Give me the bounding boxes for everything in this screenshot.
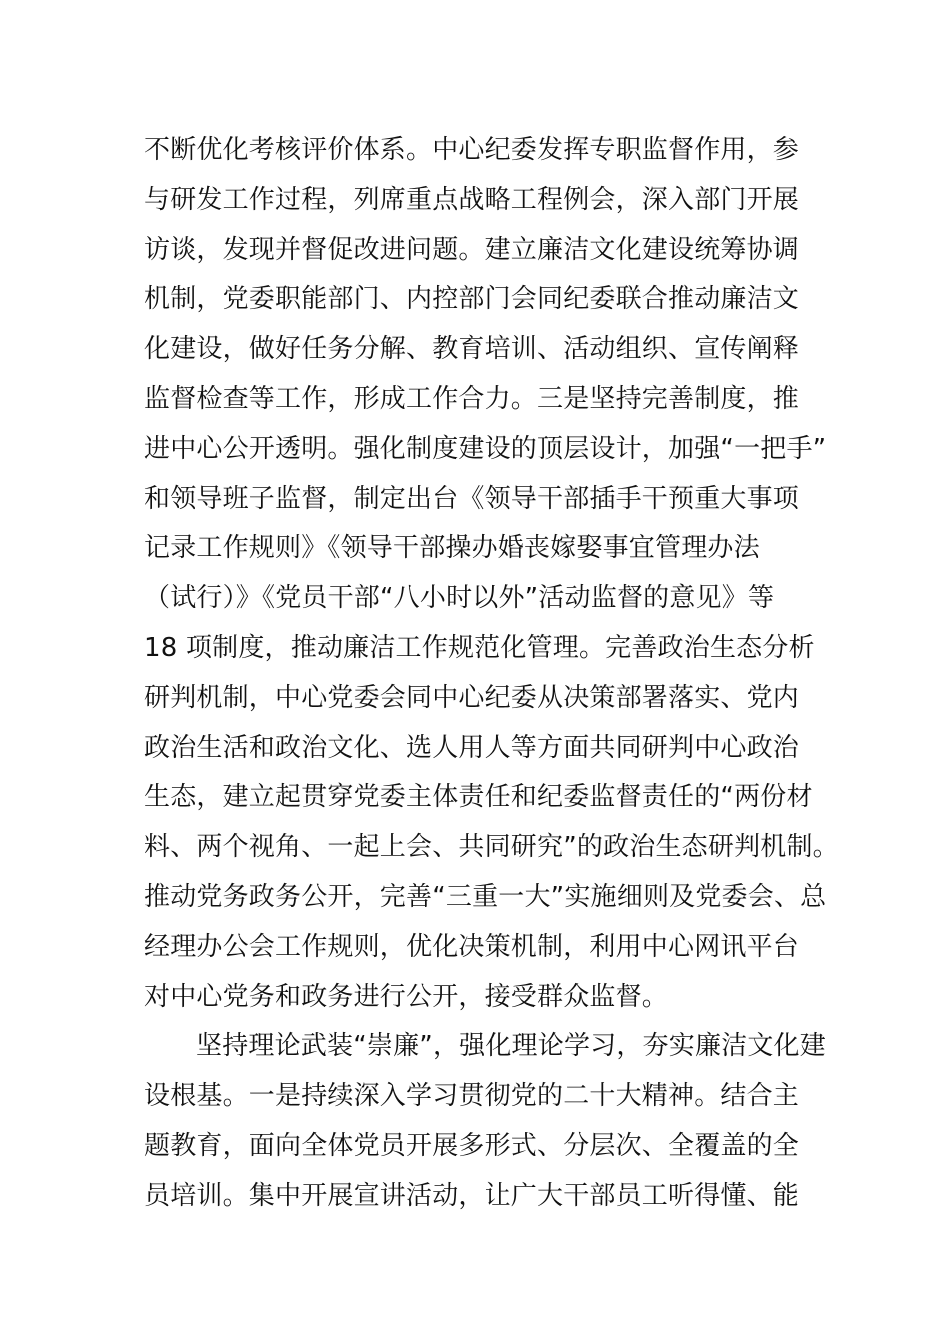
text-line: 推动党务政务公开，完善“三重一大”实施细则及党委会、总	[144, 881, 827, 912]
document-body	[144, 126, 839, 1222]
text-line: 监督检查等工作，形成工作合力。三是坚持完善制度，推	[144, 383, 800, 414]
text-line: （试行）》《党员干部“八小时以外”活动监督的意见》等	[144, 583, 775, 614]
text-line: 设根基。一是持续深入学习贯彻党的二十大精神。结合主	[144, 1081, 800, 1112]
text-line: 化建设，做好任务分解、教育培训、活动组织、宣传阐释	[144, 334, 800, 365]
text-line: 不断优化考核评价体系。中心纪委发挥专职监督作用，参	[144, 135, 800, 165]
text-line: 与研发工作过程，列席重点战略工程例会，深入部门开展	[144, 184, 800, 215]
text-line: 进中心公开透明。强化制度建设的顶层设计，加强“一把手”	[144, 433, 827, 464]
text-line: 料、两个视角、一起上会、共同研究”的政治生态研判机制。	[144, 832, 839, 863]
text-line: 记录工作规则》《领导干部操办婚丧嫁娶事宜管理办法	[144, 533, 760, 564]
text-line: 生态，建立起贯穿党委主体责任和纪委监督责任的“两份材	[144, 782, 813, 813]
text-line: 18 项制度，推动廉洁工作规范化管理。完善政治生态分析	[144, 632, 815, 663]
text-line: 访谈，发现并督促改进问题。建立廉洁文化建设统筹协调	[144, 234, 800, 265]
text-line: 研判机制，中心党委会同中心纪委从决策部署落实、党内	[144, 682, 800, 713]
text-line: 政治生活和政治文化、选人用人等方面共同研判中心政治	[144, 732, 800, 763]
text-line: 对中心党务和政务进行公开，接受群众监督。	[144, 981, 669, 1012]
text-line: 员培训。集中开展宣讲活动，让广大干部员工听得懂、能	[144, 1180, 800, 1211]
text-line: 经理办公会工作规则，优化决策机制，利用中心网讯平台	[144, 931, 800, 962]
paragraph-start-line: 坚持理论武装“崇廉”，强化理论学习，夯实廉洁文化建	[196, 1031, 826, 1062]
text-line: 题教育，面向全体党员开展多形式、分层次、全覆盖的全	[144, 1130, 800, 1161]
text-line: 机制，党委职能部门、内控部门会同纪委联合推动廉洁文	[144, 284, 800, 315]
text-line: 和领导班子监督，制定出台《领导干部插手干预重大事项	[144, 483, 800, 514]
